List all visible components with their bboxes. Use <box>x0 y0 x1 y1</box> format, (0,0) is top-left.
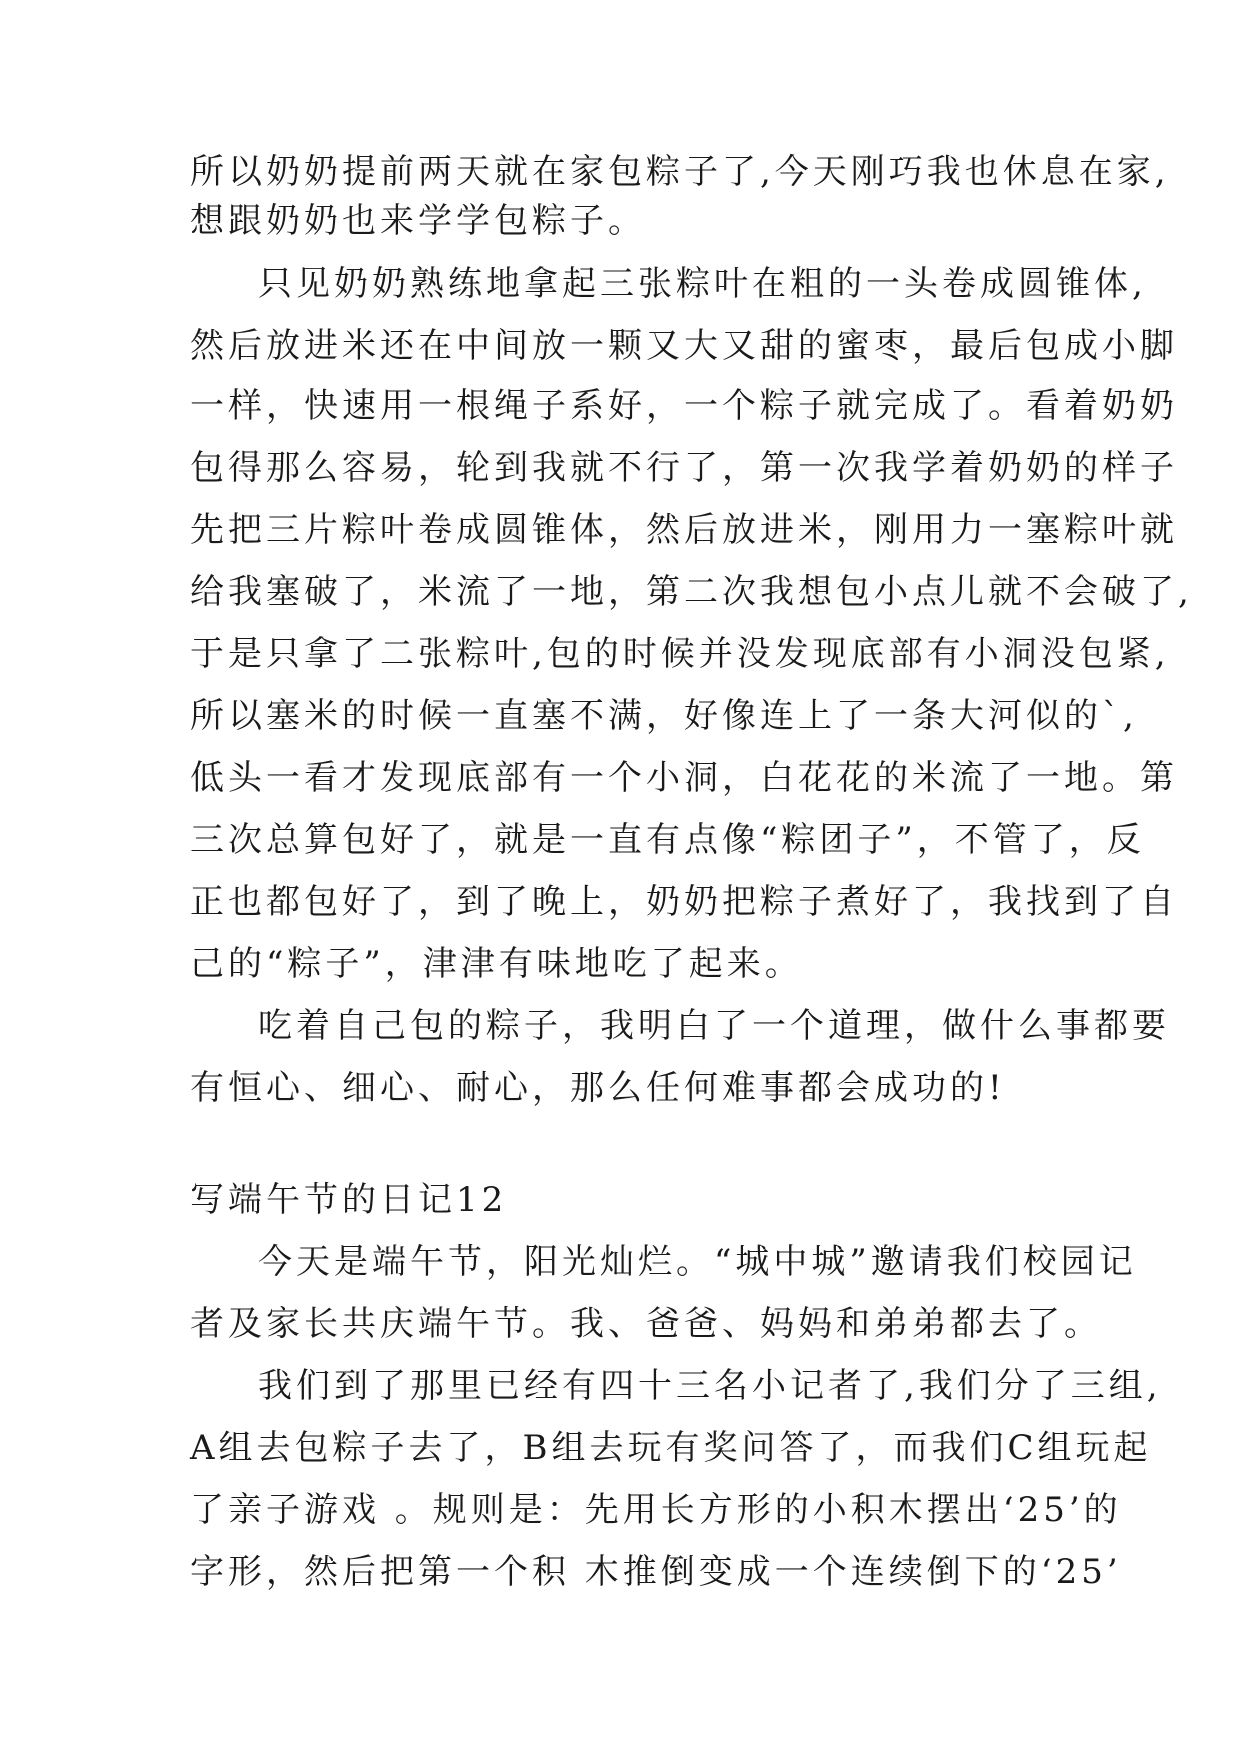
text-line: 己的“粽子”，津津有味地吃了起来。 <box>190 944 803 984</box>
text-line: 然后放进米还在中间放一颗又大又甜的蜜枣，最后包成小脚 <box>190 326 1178 366</box>
text-line: 了亲子游戏 。规则是：先用长方形的小积木摆出‘25’的 <box>190 1490 1122 1530</box>
text-line: 一样，快速用一根绳子系好，一个粽子就完成了。看着奶奶 <box>190 386 1178 426</box>
paragraph-start-line: 吃着自己包的粽子，我明白了一个道理，做什么事都要 <box>258 1006 1170 1046</box>
paragraph-start-line: 我们到了那里已经有四十三名小记者了,我们分了三组, <box>258 1366 1162 1406</box>
text-line: 有恒心、细心、耐心，那么任何难事都会成功的! <box>190 1068 1006 1108</box>
text-line: 低头一看才发现底部有一个小洞，白花花的米流了一地。第 <box>190 758 1178 798</box>
text-line: 字形，然后把第一个积 木推倒变成一个连续倒下的‘25’ <box>190 1552 1122 1592</box>
text-line: 先把三片粽叶卷成圆锥体，然后放进米，刚用力一塞粽叶就 <box>190 510 1178 550</box>
text-line: 给我塞破了，米流了一地，第二次我想包小点儿就不会破了, <box>190 572 1193 612</box>
text-line: 想跟奶奶也来学学包粽子。 <box>190 201 646 241</box>
text-line: 所以塞米的时候一直塞不满，好像连上了一条大河似的`, <box>190 696 1138 736</box>
text-line: 者及家长共庆端午节。我、爸爸、妈妈和弟弟都去了。 <box>190 1304 1102 1344</box>
paragraph-start-line: 今天是端午节，阳光灿烂。“城中城”邀请我们校园记 <box>258 1242 1137 1282</box>
section-heading: 写端午节的日记12 <box>190 1180 508 1220</box>
text-line: A组去包粽子去了，B组去玩有奖问答了，而我们C组玩起 <box>190 1428 1152 1468</box>
text-line: 正也都包好了，到了晚上，奶奶把粽子煮好了，我找到了自 <box>190 882 1178 922</box>
text-line: 于是只拿了二张粽叶,包的时候并没发现底部有小洞没包紧, <box>190 634 1170 674</box>
text-line: 所以奶奶提前两天就在家包粽子了,今天刚巧我也休息在家, <box>190 152 1170 192</box>
paragraph-start-line: 只见奶奶熟练地拿起三张粽叶在粗的一头卷成圆锥体, <box>258 264 1147 304</box>
text-line: 包得那么容易，轮到我就不行了，第一次我学着奶奶的样子 <box>190 448 1178 488</box>
text-line: 三次总算包好了，就是一直有点像“粽团子”，不管了，反 <box>190 820 1145 860</box>
